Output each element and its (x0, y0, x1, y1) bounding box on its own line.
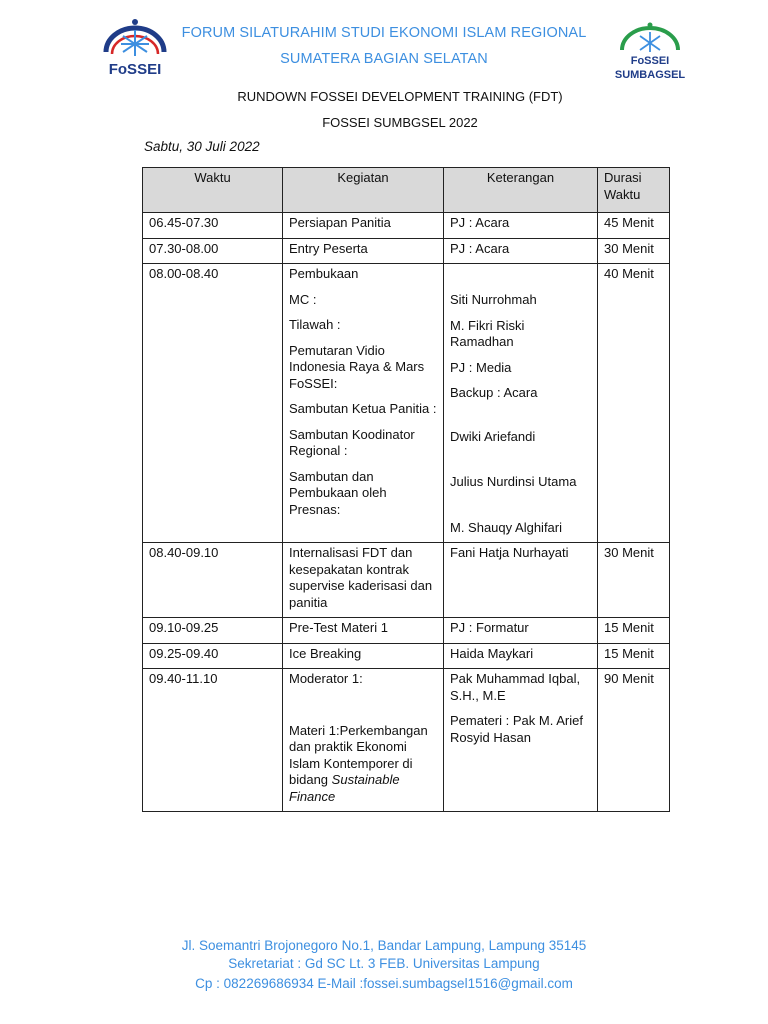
cell-waktu: 08.00-08.40 (143, 264, 283, 543)
kegiatan-item: Sambutan Koodinator Regional : (289, 426, 415, 458)
cell-waktu: 06.45-07.30 (143, 213, 283, 239)
logo-right-text1: FoSSEI (630, 55, 670, 67)
cell-durasi: 30 Menit (598, 543, 670, 618)
keterangan-item: M. Shauqy Alghifari (450, 519, 563, 535)
keterangan-item: Siti Nurrohmah (450, 292, 537, 307)
document-subtitle: FOSSEI SUMBGSEL 2022 (322, 115, 478, 130)
kegiatan-item: Pembukaan (289, 266, 359, 281)
footer-address: Jl. Soemantri Brojonegoro No.1, Bandar Lampung, Lampung 35145 (181, 938, 587, 953)
logo-right-text2: SUMBAGSEL (614, 69, 686, 81)
header-waktu: Waktu (143, 168, 283, 213)
cell-kegiatan: Persiapan Panitia (283, 213, 444, 239)
kegiatan-item: Moderator 1: (289, 671, 363, 686)
cell-waktu: 09.40-11.10 (143, 669, 283, 812)
cell-durasi: 90 Menit (598, 669, 670, 812)
keterangan-item: Dwiki Ariefandi (450, 428, 536, 444)
table-row (143, 543, 670, 618)
kegiatan-item: Sambutan Ketua Panitia : (289, 401, 437, 416)
cell-waktu: 08.40-09.10 (143, 543, 283, 618)
kegiatan-item: Pemutaran Vidio Indonesia Raya & Mars FoSSEI: (289, 342, 425, 391)
cell-keterangan (444, 669, 598, 812)
cell-kegiatan (283, 669, 444, 812)
rundown-table (142, 167, 670, 812)
header-kegiatan: Kegiatan (283, 168, 444, 213)
table-row (143, 669, 670, 812)
cell-keterangan: PJ : Acara (444, 213, 598, 239)
keterangan-item: PJ : Media (450, 359, 512, 375)
header-keterangan: Keterangan (444, 168, 598, 213)
cell-keterangan: Haida Maykari (444, 643, 598, 669)
cell-durasi: 30 Menit (598, 238, 670, 264)
cell-kegiatan: Ice Breaking (283, 643, 444, 669)
kegiatan-item: Tilawah : (289, 317, 341, 332)
footer-secretariat: Sekretariat : Gd SC Lt. 3 FEB. Universitas Lampung (228, 956, 540, 971)
footer-contact: Cp : 082269686934 E-Mail :fossei.sumbagsel1516@gmail.com (195, 976, 573, 991)
org-name-line1: FORUM SILATURAHIM STUDI EKONOMI ISLAM REGIONAL (181, 25, 587, 41)
materi-text: Materi 1:Perkembangan dan praktik Ekonomi Islam Kontemporer di bidang (289, 722, 428, 787)
cell-keterangan: PJ : Acara (444, 238, 598, 264)
cell-kegiatan (283, 264, 444, 543)
table-row (143, 238, 670, 264)
keterangan-item: Julius Nurdinsi Utama (450, 474, 577, 489)
org-name-line2: SUMATERA BAGIAN SELATAN (280, 51, 488, 67)
keterangan-item: Pak Muhammad Iqbal, S.H., M.E (450, 671, 581, 703)
cell-durasi: 15 Menit (598, 618, 670, 644)
cell-kegiatan: Pre-Test Materi 1 (283, 618, 444, 644)
cell-waktu: 07.30-08.00 (143, 238, 283, 264)
cell-keterangan: PJ : Formatur (444, 618, 598, 644)
table-header-row (143, 168, 670, 213)
cell-waktu: 09.10-09.25 (143, 618, 283, 644)
table-row (143, 264, 670, 543)
keterangan-item: Backup : Acara (450, 385, 538, 400)
cell-durasi: 15 Menit (598, 643, 670, 669)
cell-kegiatan: Entry Peserta (283, 238, 444, 264)
cell-keterangan: Fani Hatja Nurhayati (444, 543, 598, 618)
keterangan-item: Pemateri : Pak M. Arief Rosyid Hasan (450, 713, 583, 745)
materi-italic: Sustainable Finance (289, 772, 400, 804)
logo-left-text: FoSSEI (108, 61, 162, 78)
cell-kegiatan: Internalisasi FDT dan kesepakatan kontrak supervise kaderisasi dan panitia (283, 543, 444, 618)
event-date: Sabtu, 30 Juli 2022 (144, 139, 260, 154)
cell-durasi: 45 Menit (598, 213, 670, 239)
keterangan-item: M. Fikri Riski Ramadhan (450, 317, 525, 349)
document-title: RUNDOWN FOSSEI DEVELOPMENT TRAINING (FDT) (237, 89, 563, 104)
table-row (143, 213, 670, 239)
cell-waktu: 09.25-09.40 (143, 643, 283, 669)
header-durasi: Durasi Waktu (598, 168, 670, 213)
cell-keterangan (444, 264, 598, 543)
kegiatan-item: Sambutan dan Pembukaan oleh Presnas: (289, 468, 387, 517)
kegiatan-item: MC : (289, 291, 317, 307)
table-row (143, 643, 670, 669)
cell-durasi: 40 Menit (598, 264, 670, 543)
table-row (143, 618, 670, 644)
kegiatan-item (289, 723, 437, 806)
